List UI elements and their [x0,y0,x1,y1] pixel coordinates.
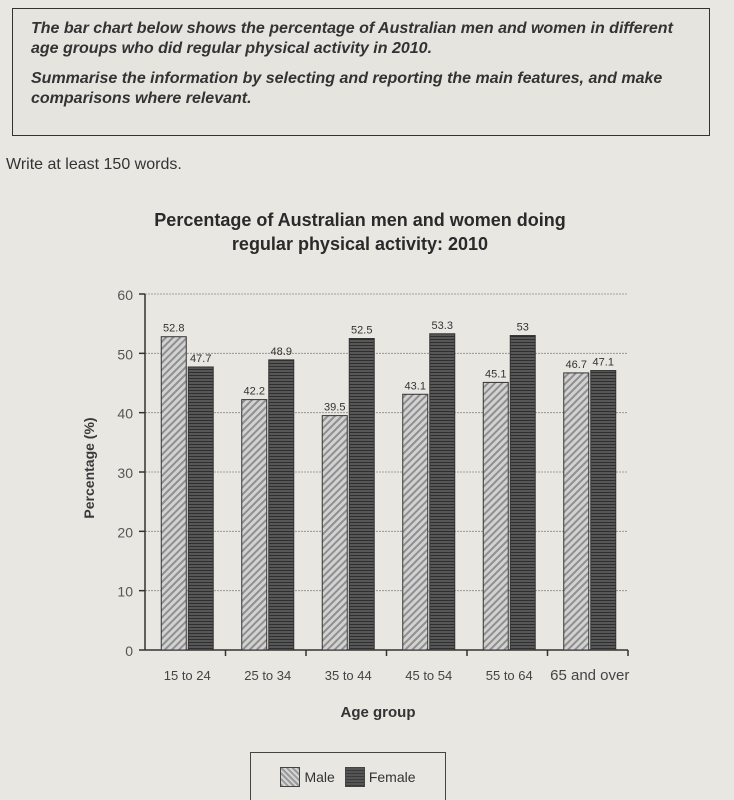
female-bar [188,367,213,650]
y-tick-label: 20 [117,524,133,541]
y-axis-label: Percentage (%) [81,417,97,519]
chart-title-line2: regular physical activity: 2010 [231,234,489,254]
male-data-label: 46.7 [565,358,587,371]
legend-label-male: Male [304,768,335,785]
female-data-label: 48.9 [270,345,292,358]
male-bar [161,337,186,650]
female-data-label: 53 [516,321,529,334]
female-data-label: 52.5 [351,324,373,337]
male-swatch [280,767,300,787]
female-data-label: 47.1 [592,356,614,369]
plot-area [117,287,629,684]
y-tick-label: 40 [117,405,133,422]
task-instruction: Summarise the information by selecting and reporting the main features, and make comparisons where relevant. [31,70,663,107]
legend-item-male [280,767,334,787]
task-description: The bar chart below shows the percentage of Australian men and women in different age groups who did regular physical activity in 2010. [31,20,673,57]
female-bar [269,360,294,650]
male-data-label: 42.2 [243,385,265,398]
x-axis-label: Age group [340,704,416,721]
y-tick-label: 50 [117,346,133,363]
male-bar [564,373,589,650]
female-bar [510,336,535,650]
legend-item-female [345,767,416,787]
female-bar [591,371,616,650]
y-tick-label: 0 [125,643,133,659]
legend-label-female: Female [368,768,416,785]
male-bar [403,394,428,650]
x-tick-label: 25 to 34 [244,668,292,683]
male-bar [242,400,267,650]
chart-legend [250,752,446,800]
x-tick-label: 15 to 24 [163,668,211,683]
male-bar [322,416,347,650]
male-data-label: 39.5 [324,401,346,414]
male-data-label: 52.8 [163,322,185,335]
x-tick-label: 55 to 64 [485,668,533,683]
male-bar [483,382,508,650]
y-tick-label: 10 [117,583,133,600]
female-data-label: 47.7 [190,352,212,365]
male-data-label: 45.1 [485,368,507,381]
chart-title-line1: Percentage of Australian men and women doing [154,210,566,230]
female-data-label: 53.3 [431,319,453,332]
female-bar [430,334,455,650]
y-tick-label: 60 [117,287,133,303]
x-tick-label: 35 to 44 [324,668,372,683]
x-tick-label: 65 and over [550,667,630,684]
male-data-label: 43.1 [404,380,426,393]
female-bar [349,339,374,651]
x-tick-label: 45 to 54 [405,668,453,683]
word-count-instruction: Write at least 150 words. [6,156,182,173]
female-swatch [345,767,365,787]
y-tick-label: 30 [117,465,133,481]
